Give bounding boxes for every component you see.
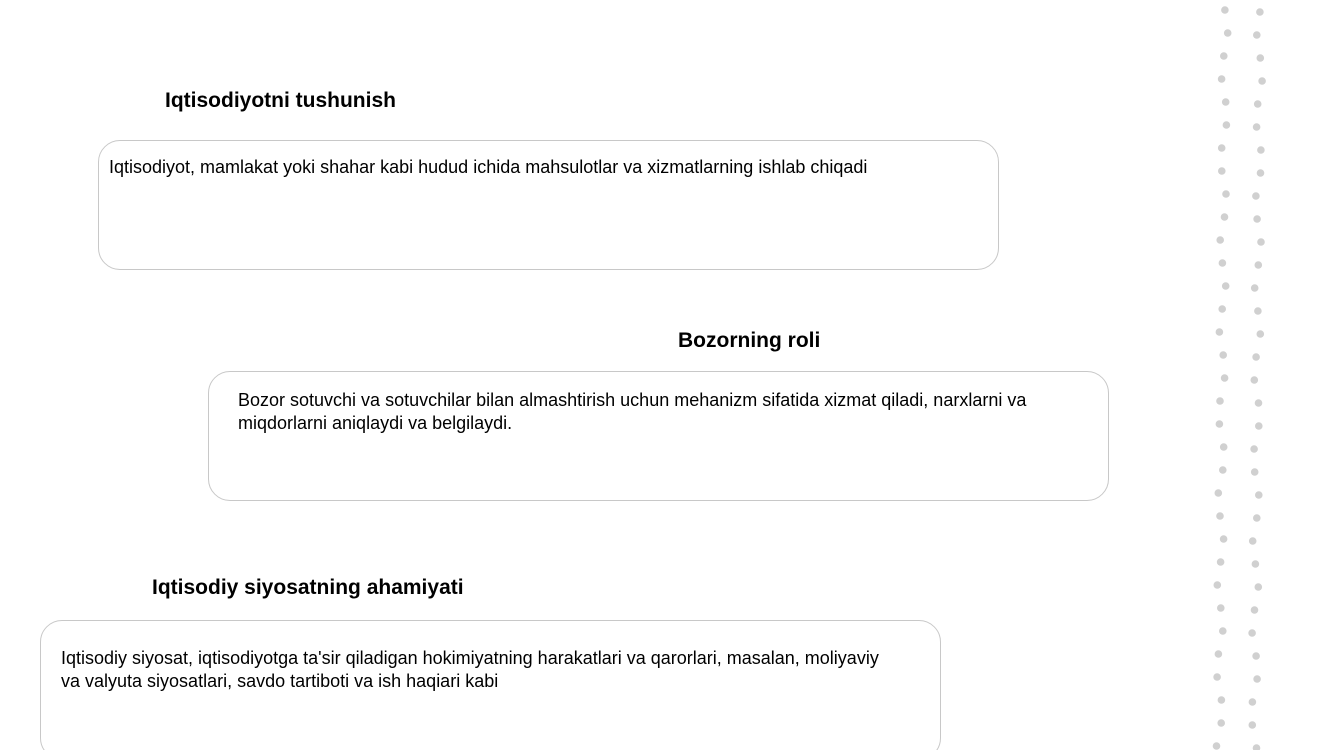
decorative-dot [1220, 52, 1228, 60]
decorative-dot [1249, 721, 1257, 729]
decorative-dot [1216, 397, 1224, 405]
decorative-dot [1216, 236, 1224, 244]
decorative-dot [1251, 284, 1259, 292]
decorative-dot [1221, 6, 1229, 14]
decorative-dot [1216, 420, 1224, 428]
decorative-dot [1257, 169, 1265, 177]
section-2-body: Bozor sotuvchi va sotuvchilar bilan almashtirish uchun mehanizm sifatida xizmat qiladi, narxlarni va miqdorlarni aniqlaydi va belgilaydi. [238, 390, 1027, 433]
section-2-card [208, 371, 1109, 501]
section-3-card [40, 620, 941, 750]
decorative-dot [1251, 606, 1259, 614]
decorative-dot [1213, 742, 1221, 750]
decorative-dot [1223, 121, 1231, 129]
decorative-dot [1257, 330, 1265, 338]
decorative-dot [1255, 491, 1263, 499]
decorative-dot [1218, 696, 1226, 704]
decorative-dot [1222, 282, 1230, 290]
decorative-dot [1218, 305, 1226, 313]
decorative-dot [1255, 261, 1263, 269]
decorative-dot [1249, 537, 1257, 545]
decorative-dot [1217, 558, 1225, 566]
decorative-dot [1216, 328, 1224, 336]
decorative-dot [1220, 535, 1228, 543]
decorative-dot [1222, 190, 1230, 198]
decorative-dot [1219, 466, 1227, 474]
decorative-dot [1253, 31, 1261, 39]
decorative-dot [1252, 192, 1260, 200]
decorative-dot [1254, 100, 1262, 108]
decorative-dot [1255, 583, 1263, 591]
section-1-card [98, 140, 999, 270]
decorative-dot [1215, 650, 1223, 658]
decorative-dot [1252, 353, 1260, 361]
decorative-dot [1221, 213, 1229, 221]
decorative-dot [1256, 8, 1264, 16]
decorative-dots [1205, 0, 1275, 750]
decorative-dot [1255, 422, 1263, 430]
section-3-body: Iqtisodiy siyosat, iqtisodiyotga ta'sir qiladigan hokimiyatning harakatlari va qarorlari, masalan, moliyaviy va valyuta siyosatlari, savdo tartiboti va ish haqiari kabi [61, 648, 879, 691]
decorative-dot [1224, 29, 1232, 37]
section-3-title: Iqtisodiy siyosatning ahamiyati [152, 576, 464, 599]
decorative-dot [1218, 144, 1226, 152]
decorative-dot [1252, 560, 1260, 568]
decorative-dot [1248, 629, 1256, 637]
decorative-dot [1219, 259, 1227, 267]
decorative-dot [1250, 445, 1258, 453]
decorative-dot [1253, 123, 1261, 131]
decorative-dot [1213, 673, 1221, 681]
decorative-dot [1257, 238, 1265, 246]
decorative-dot [1218, 167, 1226, 175]
decorative-dot [1257, 146, 1265, 154]
decorative-dot [1253, 514, 1261, 522]
decorative-dot [1253, 215, 1261, 223]
decorative-dot [1251, 376, 1259, 384]
decorative-dot [1220, 443, 1228, 451]
decorative-dot [1215, 489, 1223, 497]
section-2-title: Bozorning roli [678, 329, 821, 352]
section-1-title: Iqtisodiyotni tushunish [165, 89, 396, 112]
decorative-dot [1216, 512, 1224, 520]
decorative-dot [1254, 307, 1262, 315]
section-1-body: Iqtisodiyot, mamlakat yoki shahar kabi hudud ichida mahsulotlar va xizmatlarning ishlab chiqadi [109, 157, 868, 177]
decorative-dot [1221, 374, 1229, 382]
decorative-dot [1249, 698, 1257, 706]
decorative-dot [1257, 54, 1265, 62]
decorative-dot [1218, 75, 1226, 83]
decorative-dot [1217, 719, 1225, 727]
decorative-dot [1219, 627, 1227, 635]
decorative-dot [1222, 98, 1230, 106]
decorative-dot [1219, 351, 1227, 359]
decorative-dot [1253, 675, 1261, 683]
decorative-dot [1217, 604, 1225, 612]
decorative-dot [1255, 399, 1263, 407]
decorative-dot [1253, 744, 1261, 750]
decorative-dot [1252, 652, 1260, 660]
decorative-dot [1251, 468, 1259, 476]
decorative-dot [1214, 581, 1222, 589]
decorative-dot [1258, 77, 1266, 85]
